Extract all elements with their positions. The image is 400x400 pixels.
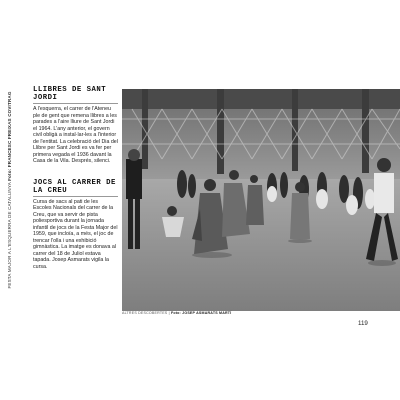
heading-rule: [33, 196, 118, 197]
section-heading: JOCS AL CARRER DE LA CREU: [33, 178, 116, 195]
section-jocs: [33, 179, 118, 271]
section-body: A l'esquerra, el carrer de l'Ateneu ple de gent que remena llibres a les parades a l'aire lliure de Sant Jordi el 1964. L'any anterior, el govern civil obligà a instal·lar-les a l'interior de l'entitat. La celebració del Dia del Llibre per Sant Jordi es va fer per primera vegada el 1936 davant la Casa de la Vila. Després, silenci.: [33, 106, 118, 164]
sack-race-photo: [122, 89, 400, 311]
photo-illustration: [122, 89, 400, 311]
caption-credit: Foto: JOSEP ASMARATS MARTÍ: [170, 311, 232, 315]
side-photo-credit: [7, 91, 12, 288]
caption-left: ALTRES DESCOBERTES: [122, 311, 168, 315]
photo-caption: ALTRES DESCOBERTES | Foto: JOSEP ASMARATS MARTÍ: [122, 311, 232, 315]
section-heading: LLIBRES DE SANT JORDI: [33, 86, 107, 102]
heading-rule: [33, 103, 118, 104]
side-credit-bold: Foto: FRANCESC FREIXAS COVITRAG: [7, 91, 12, 181]
text-column: [33, 86, 118, 270]
side-credit-text: FESTA MAJOR A L'ESQUERRA DE CATALUNYA: [7, 182, 12, 289]
page-number: 119: [358, 320, 368, 327]
section-body: Cursa de sacs al pati de les Escoles Nacionals del carrer de la Creu, que va servir de pista poliesportiva durant la jornada infantil de jocs de la Festa Major del 1959, que incloïa, a més, el joc de trencar l'olla i una exhibició gimnàstica. La imatge es donava al carrer del 18 de Juliol estava tapada. Josep Asmarats vigila la cursa.: [33, 198, 118, 270]
section-llibres: [33, 86, 118, 165]
